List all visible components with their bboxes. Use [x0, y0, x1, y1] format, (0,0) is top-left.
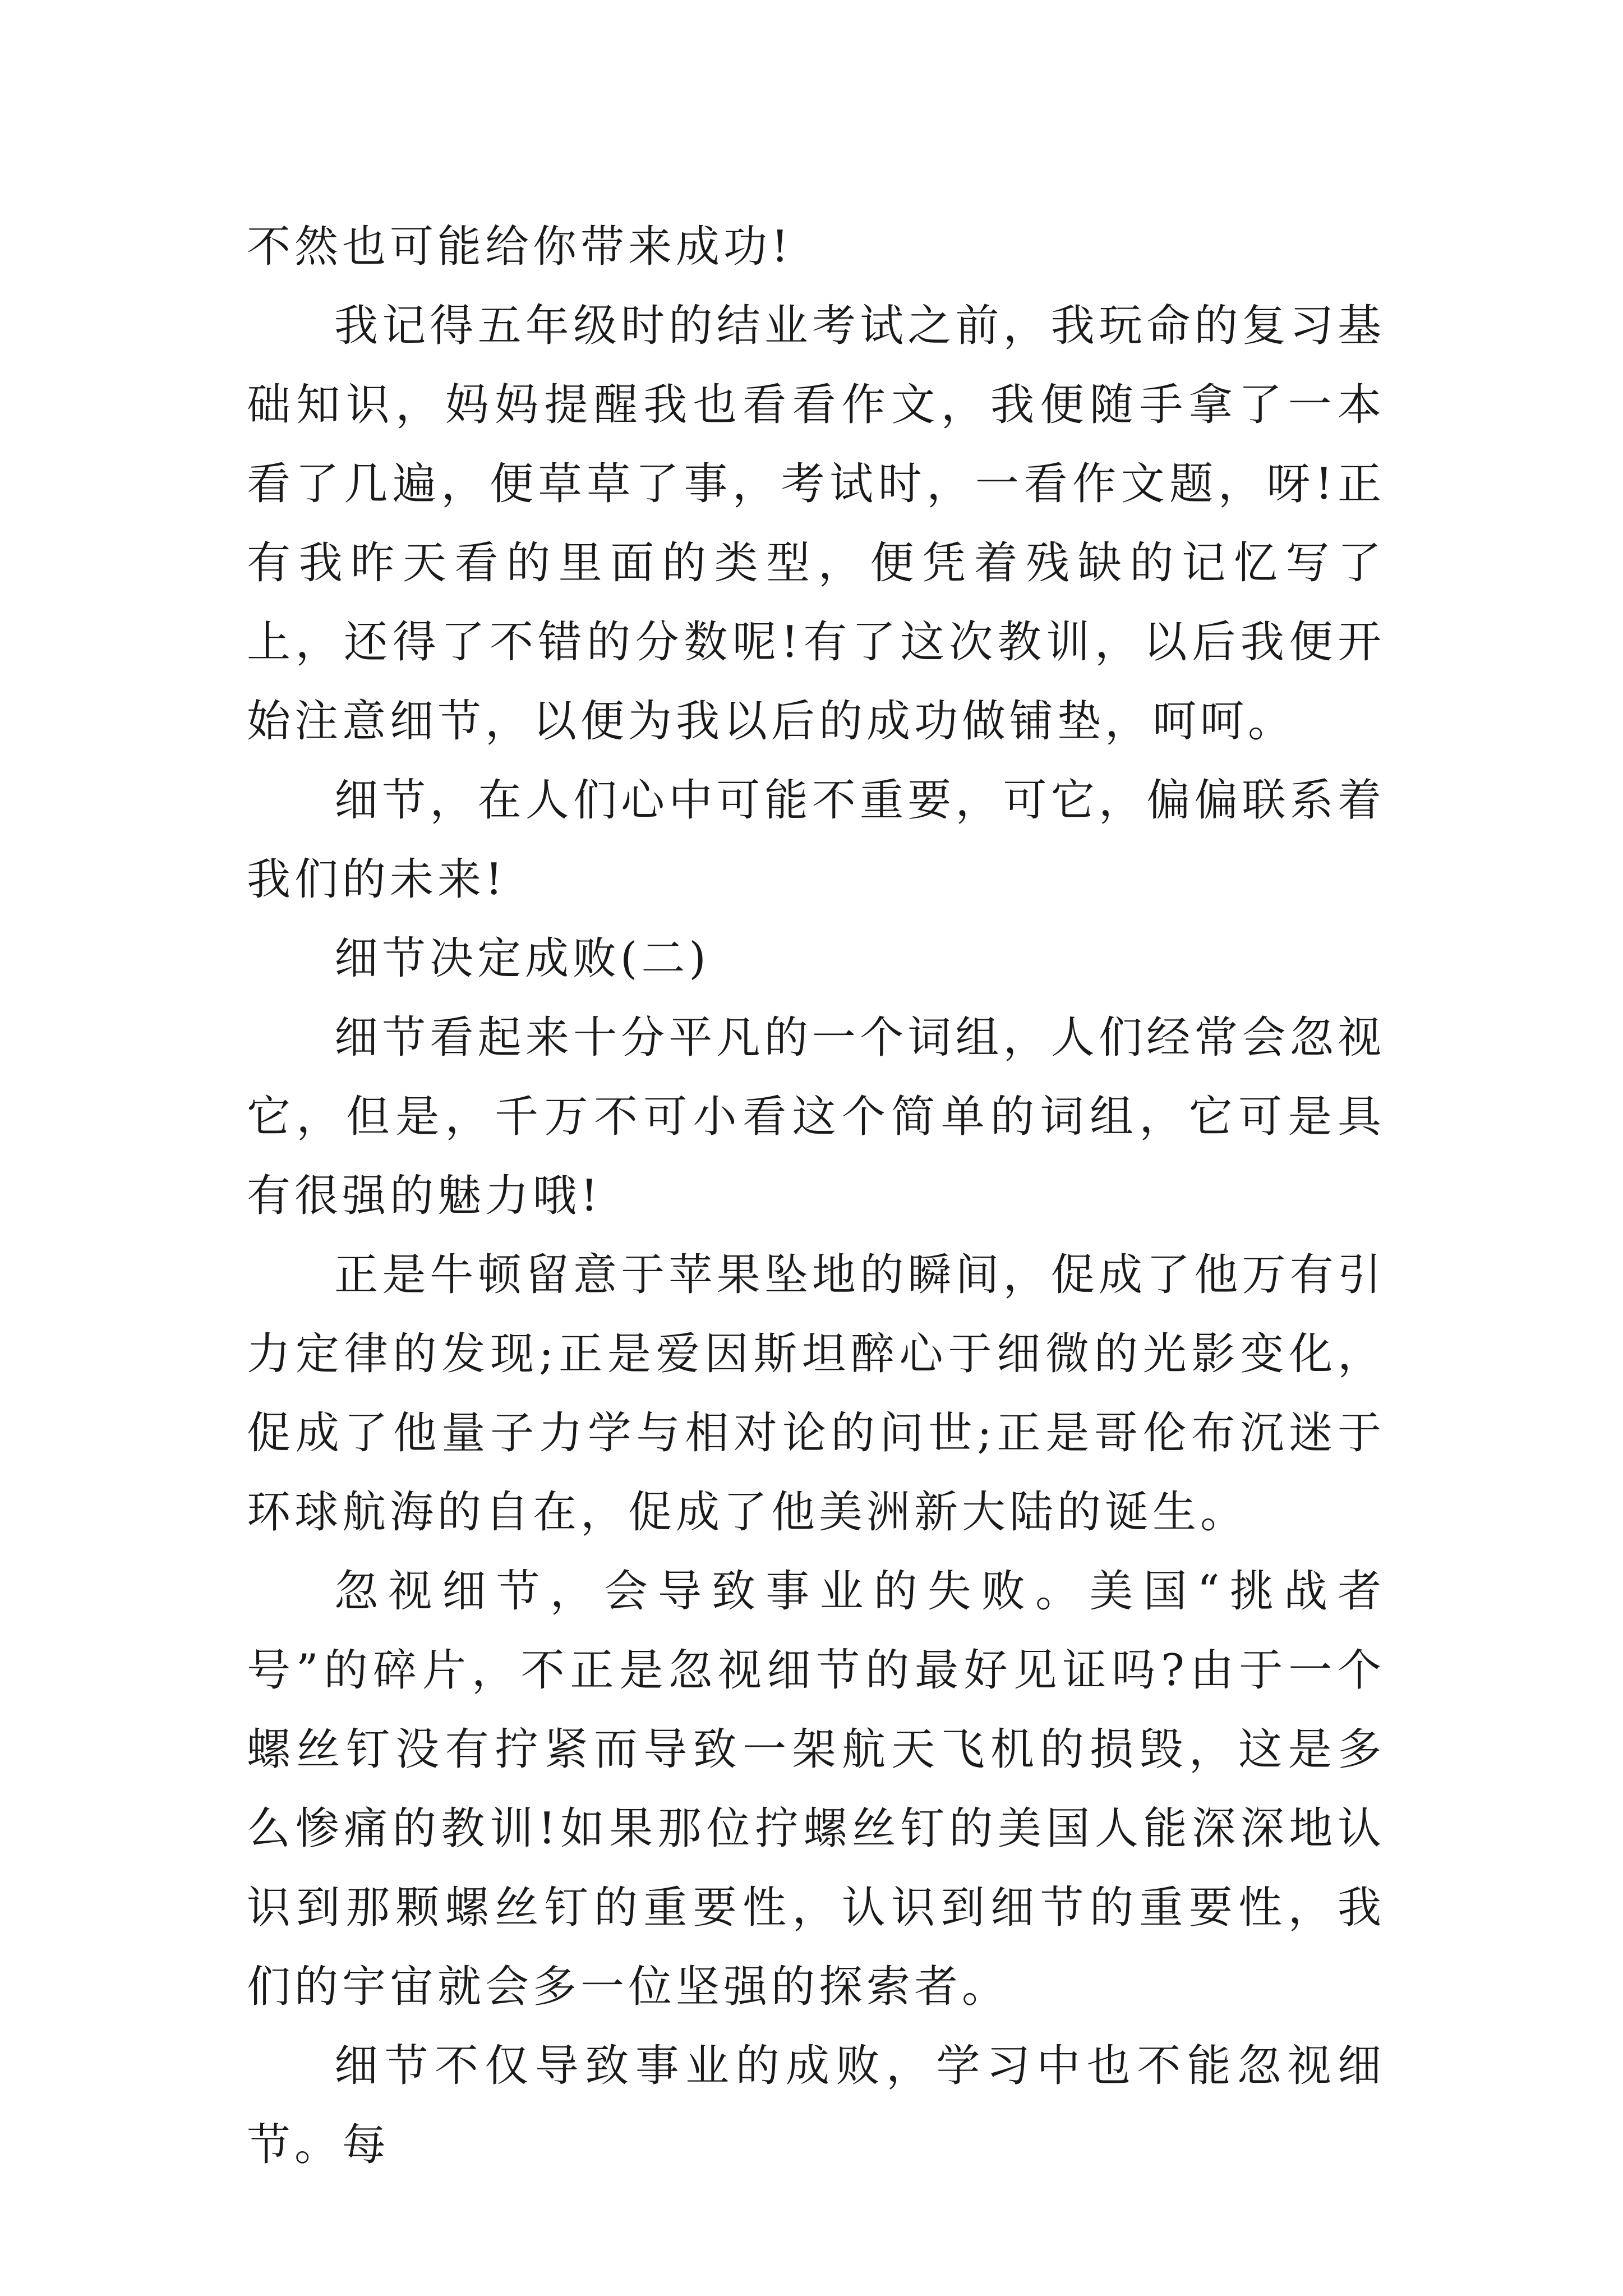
paragraph-6: 正是牛顿留意于苹果坠地的瞬间，促成了他万有引力定律的发现;正是爱因斯坦醉心于细微的光影变化，促成了他量子力学与相对论的问世;正是哥伦布沉迷于环球航海的自在，促成了他美洲新大陆的诞生。: [247, 1250, 1385, 1538]
section-heading: 细节决定成败(二): [334, 933, 710, 984]
paragraph-1: 不然也可能给你带来成功!: [247, 222, 793, 272]
paragraph-5: 细节看起来十分平凡的一个词组，人们经常会忽视它，但是，千万不可小看这个简单的词组，它可是具有很强的魅力哦!: [247, 1013, 1385, 1221]
paragraph-8: 细节不仅导致事业的成败，学习中也不能忽视细节。每: [247, 2041, 1385, 2170]
paragraph-7: 忽视细节，会导致事业的失败。美国“挑战者号”的碎片，不正是忽视细节的最好见证吗?由于一个螺丝钉没有拧紧而导致一架航天飞机的损毁，这是多么惨痛的教训!如果那位拧螺丝钉的美国人能深深地认识到那颗螺丝钉的重要性，认识到细节的重要性，我们的宇宙就会多一位坚强的探索者。: [247, 1566, 1385, 2012]
paragraph-3: 细节，在人们心中可能不重要，可它，偏偏联系着我们的未来!: [247, 775, 1385, 905]
document-body: [247, 208, 1385, 2185]
paragraph-2: 我记得五年级时的结业考试之前，我玩命的复习基础知识，妈妈提醒我也看看作文，我便随手拿了一本看了几遍，便草草了事，考试时，一看作文题，呀!正有我昨天看的里面的类型，便凭着残缺的记忆写了上，还得了不错的分数呢!有了这次教训，以后我便开始注意细节，以便为我以后的成功做铺垫，呵呵。: [247, 301, 1385, 747]
